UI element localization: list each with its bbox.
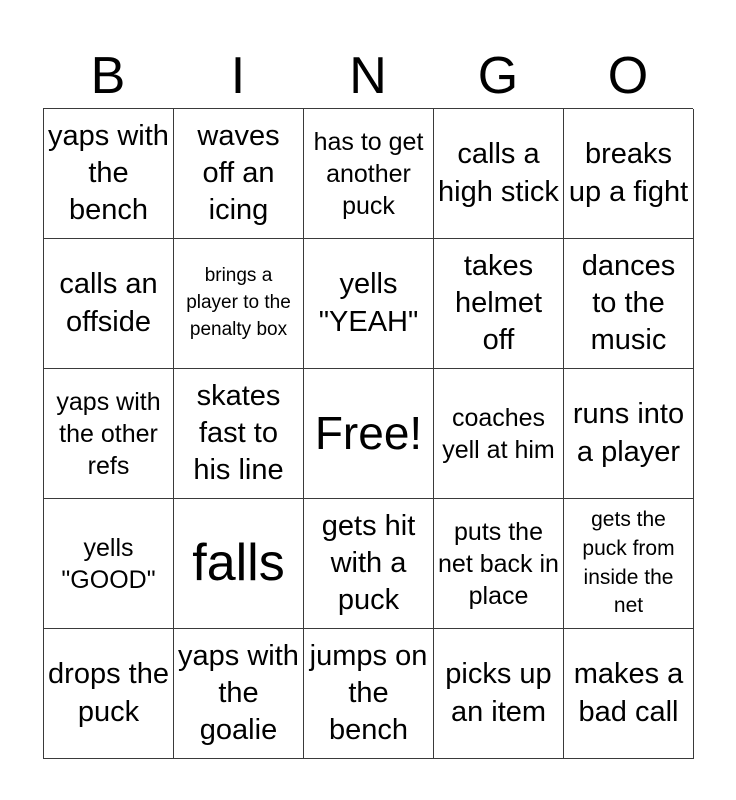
cell-text: yaps with the other refs (56, 387, 161, 480)
cell-text: gets hit with a puck (321, 509, 416, 617)
cell-text: picks up an item (445, 658, 552, 728)
cell-text: calls a high stick (438, 138, 559, 208)
bingo-cell[interactable] (44, 239, 174, 369)
cell-text: jumps on the bench (309, 639, 428, 747)
bingo-cell[interactable] (44, 369, 174, 499)
bingo-cell[interactable] (434, 239, 564, 369)
cell-text: has to get another puck (313, 127, 424, 220)
cell-text: runs into a player (572, 398, 685, 468)
bingo-cell[interactable] (174, 109, 304, 239)
bingo-cell[interactable] (564, 109, 694, 239)
cell-text: gets the puck from inside the net (582, 507, 675, 618)
bingo-cell[interactable] (304, 239, 434, 369)
bingo-cell[interactable] (174, 239, 304, 369)
bingo-grid (43, 108, 693, 759)
cell-text: calls an offside (59, 268, 158, 338)
cell-text: dances to the music (581, 249, 676, 357)
bingo-cell[interactable] (304, 499, 434, 629)
bingo-cell[interactable] (564, 629, 694, 759)
bingo-cell[interactable] (44, 499, 174, 629)
free-space-cell[interactable] (304, 369, 434, 499)
bingo-header (43, 44, 693, 108)
header-letter-o: O (607, 47, 649, 105)
cell-text: skates fast to his line (193, 379, 284, 487)
cell-text: breaks up a fight (568, 138, 689, 208)
cell-text: coaches yell at him (442, 403, 555, 464)
cell-text: yells "YEAH" (318, 268, 419, 338)
bingo-cell[interactable] (434, 629, 564, 759)
bingo-cell[interactable] (434, 499, 564, 629)
cell-text: Free! (314, 407, 423, 460)
bingo-cell[interactable] (174, 499, 304, 629)
header-letter-b: B (90, 47, 126, 105)
header-letter-g: G (477, 47, 519, 105)
bingo-cell[interactable] (44, 109, 174, 239)
cell-text: makes a bad call (573, 658, 684, 728)
cell-text: yaps with the bench (48, 119, 169, 227)
cell-text: brings a player to the penalty box (186, 265, 291, 340)
bingo-cell[interactable] (564, 369, 694, 499)
cell-text: yells "GOOD" (61, 533, 156, 594)
bingo-cell[interactable] (304, 109, 434, 239)
bingo-cell[interactable] (304, 629, 434, 759)
cell-text: falls (192, 534, 285, 593)
bingo-cell[interactable] (434, 369, 564, 499)
bingo-cell[interactable] (434, 109, 564, 239)
cell-text: puts the net back in place (438, 517, 559, 610)
cell-text: waves off an icing (197, 119, 280, 227)
bingo-cell[interactable] (564, 499, 694, 629)
cell-text: drops the puck (48, 658, 169, 728)
bingo-cell[interactable] (44, 629, 174, 759)
cell-text: yaps with the goalie (178, 639, 299, 747)
bingo-cell[interactable] (174, 629, 304, 759)
bingo-cell[interactable] (174, 369, 304, 499)
bingo-cell[interactable] (564, 239, 694, 369)
bingo-card (43, 44, 693, 759)
header-letter-i: I (230, 47, 246, 105)
cell-text: takes helmet off (454, 249, 543, 357)
header-letter-n: N (349, 47, 387, 105)
